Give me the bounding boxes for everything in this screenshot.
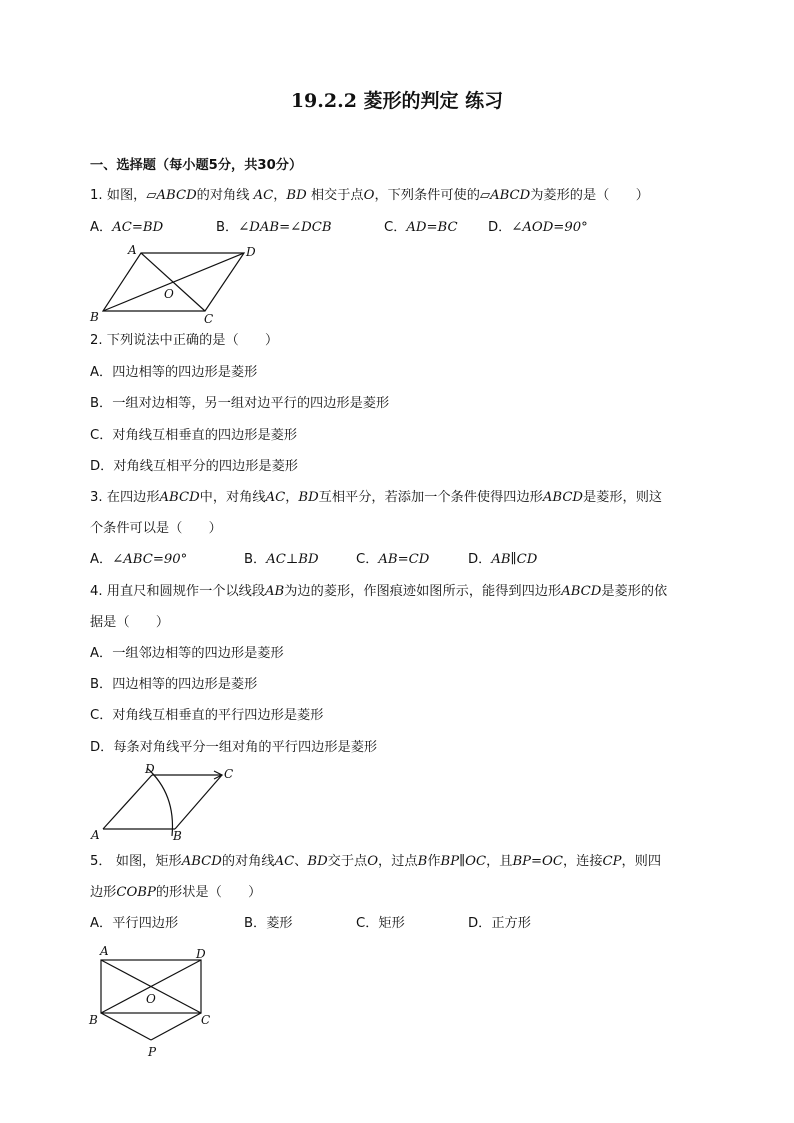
question-5-stem-line2: 边形COBP的形状是（ ） xyxy=(90,885,262,900)
label-o: O xyxy=(146,992,156,1006)
label-p: P xyxy=(148,1045,157,1059)
label-a: A xyxy=(100,944,109,958)
question-1-stem: 1. 如图，▱ABCD的对角线 AC，BD 相交于点O，下列条件可使的▱ABCD为菱形的是（ ） xyxy=(90,188,649,203)
label-c: C xyxy=(224,767,234,781)
question-2-option-b[interactable]: B．一组对边相等，另一组对边平行的四边形是菱形 xyxy=(90,396,390,411)
page-title: 19.2.2 菱形的判定 练习 xyxy=(290,90,504,112)
question-2-stem: 2. 下列说法中正确的是（ ） xyxy=(90,333,279,348)
label-c: C xyxy=(204,312,214,326)
section-heading: 一、选择题（每小题5分，共30分） xyxy=(90,158,303,173)
question-3-stem-line1: 3. 在四边形ABCD中，对角线AC，BD互相平分，若添加一个条件使得四边形ABCD是菱形，则这 xyxy=(90,490,663,505)
label-b: B xyxy=(90,310,99,324)
label-c: C xyxy=(201,1013,211,1027)
option-a[interactable]: A．AC=BD xyxy=(90,220,164,235)
option-b[interactable]: B．AC⊥BD xyxy=(244,552,319,567)
question-4-option-d[interactable]: D．每条对角线平分一组对角的平行四边形是菱形 xyxy=(90,740,378,755)
option-c[interactable]: C．AB=CD xyxy=(356,552,430,567)
label-d: D xyxy=(196,947,206,961)
question-4-option-a[interactable]: A．一组邻边相等的四边形是菱形 xyxy=(90,646,284,661)
question-4-option-b[interactable]: B．四边相等的四边形是菱形 xyxy=(90,677,258,692)
option-b[interactable]: B．∠DAB=∠DCB xyxy=(216,220,332,235)
option-a[interactable]: A．∠ABC=90° xyxy=(90,552,188,567)
question-2-option-a[interactable]: A．四边相等的四边形是菱形 xyxy=(90,365,258,380)
question-4-stem-line1: 4. 用直尺和圆规作一个以线段AB为边的菱形，作图痕迹如图所示，能得到四边形ABCD是菱形的依 xyxy=(90,584,668,599)
question-3-stem-line2: 个条件可以是（ ） xyxy=(90,521,222,536)
label-a: A xyxy=(128,243,137,257)
option-b[interactable]: B．菱形 xyxy=(244,916,293,931)
label-d: D xyxy=(246,245,256,259)
option-c[interactable]: C．AD=BC xyxy=(384,220,458,235)
label-b: B xyxy=(173,829,182,843)
option-c[interactable]: C．矩形 xyxy=(356,916,405,931)
label-d: D xyxy=(145,762,155,776)
question-2-option-d[interactable]: D．对角线互相平分的四边形是菱形 xyxy=(90,459,298,474)
label-b: B xyxy=(89,1013,98,1027)
label-a: A xyxy=(91,828,100,842)
question-4-stem-line2: 据是（ ） xyxy=(90,615,170,630)
option-a[interactable]: A．平行四边形 xyxy=(90,916,179,931)
question-5-stem-line1: 5． 如图，矩形ABCD的对角线AC、BD交于点O，过点B作BP∥OC，且BP=OC，连接CP，则四 xyxy=(90,854,662,869)
label-o: O xyxy=(164,287,174,301)
option-d[interactable]: D．∠AOD=90° xyxy=(488,220,588,235)
question-2-option-c[interactable]: C．对角线互相垂直的四边形是菱形 xyxy=(90,428,298,443)
question-4-option-c[interactable]: C．对角线互相垂直的平行四边形是菱形 xyxy=(90,708,324,723)
option-d[interactable]: D．AB∥CD xyxy=(468,552,538,567)
option-d[interactable]: D．正方形 xyxy=(468,916,531,931)
